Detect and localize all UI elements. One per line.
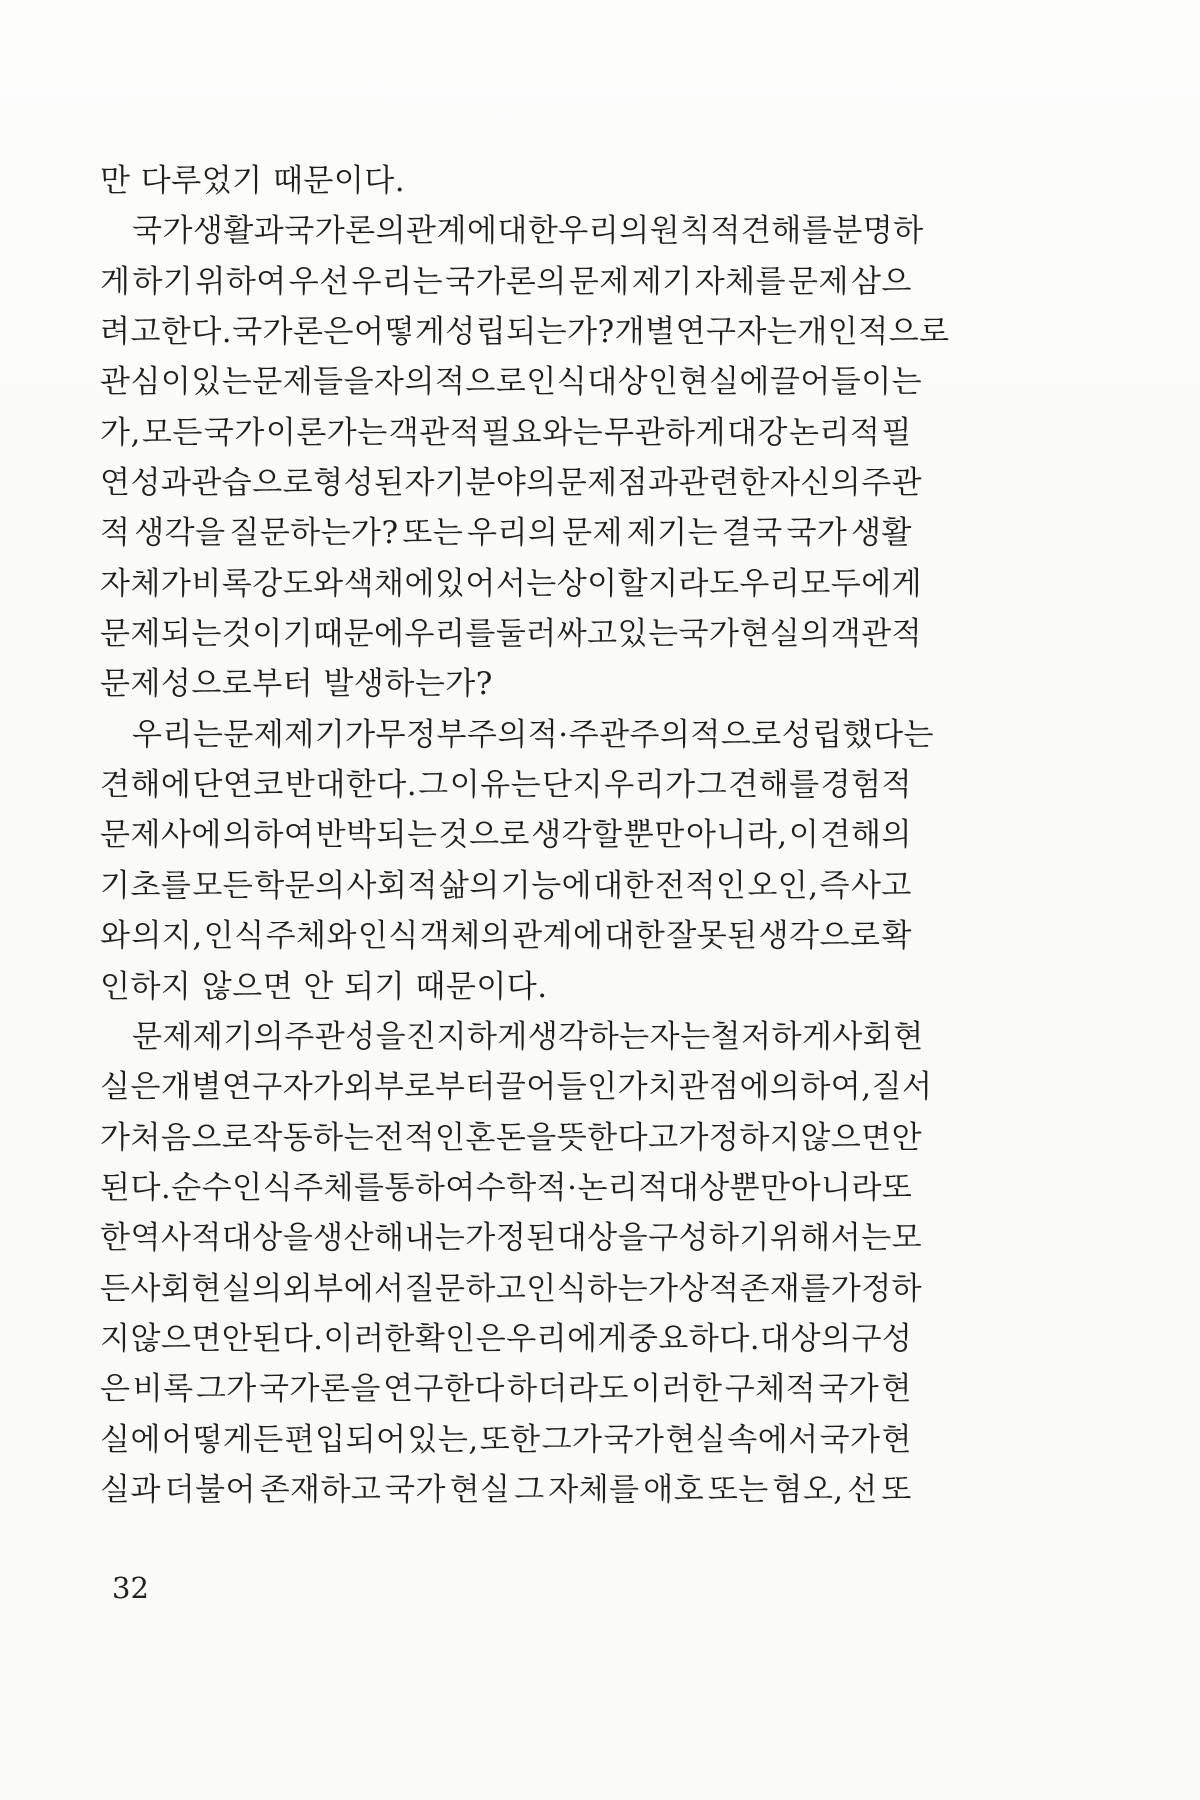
text-line: 연성과 관습으로 형성된 자기 분야의 문제점과 관련한 자신의 주관 bbox=[100, 465, 923, 502]
text-line: 문제되는 것이기 때문에 우리를 둘러싸고 있는 국가 현실의 객관적 bbox=[100, 616, 923, 653]
text-block bbox=[100, 156, 950, 1515]
text-line: 실과 더불어 존재하고 국가 현실 그 자체를 애호 또는 혐오, 선 또 bbox=[100, 1471, 912, 1508]
text-line: 한 역사적 대상을 생산해내는 가정된 대상을 구성하기 위해서는 모 bbox=[100, 1220, 923, 1257]
paragraph bbox=[100, 1012, 933, 1515]
text-line: 가, 모든 국가 이론가는 객관적 필요와는 무관하게 대강 논리적 필 bbox=[100, 414, 912, 451]
text-line: 은 비록 그가 국가론을 연구한다 하더라도 이러한 구체적 국가 현 bbox=[100, 1371, 912, 1408]
paragraph bbox=[100, 206, 950, 709]
page-number: 32 bbox=[112, 1571, 149, 1605]
text-line: 문제사에 의하여 반박되는 것으로 생각할 뿐만 아니라, 이 견해의 bbox=[100, 817, 912, 854]
text-line: 지 않으면 안 된다. 이러한 확인은 우리에게 중요하다. 대상의 구성 bbox=[100, 1320, 913, 1357]
text-line: 가 처음으로 작동하는 전적인 혼돈을 뜻한다고 가정하지 않으면 안 bbox=[100, 1119, 923, 1156]
text-line: 국가 생활과 국가론의 관계에 대한 우리의 원칙적 견해를 분명하 bbox=[132, 213, 924, 250]
text-line: 된다. 순수 인식 주체를 통하여 수학적·논리적 대상뿐만 아니라 또 bbox=[100, 1169, 913, 1206]
paragraph bbox=[100, 710, 934, 1012]
text-line: 적 생각을 질문하는가? 또는 우리의 문제 제기는 결국 국가 생활 bbox=[100, 515, 912, 552]
text-line: 인하지 않으면 안 되기 때문이다. bbox=[100, 968, 548, 1005]
text-line: 문제성으로부터 발생하는가? bbox=[100, 666, 493, 703]
text-line: 자체가 비록 강도와 색채에 있어서는 상이할지라도 우리 모두에게 bbox=[100, 565, 923, 602]
text-line: 실은 개별 연구자가 외부로부터 끌어들인 가치 관점에 의하여, 질서 bbox=[100, 1069, 933, 1106]
text-line: 와 의지, 인식 주체와 인식 객체의 관계에 대한 잘못된 생각으로 확 bbox=[100, 918, 912, 955]
paragraph bbox=[100, 156, 912, 206]
text-line: 우리는 문제 제기가 무정부주의적·주관주의적으로 성립했다는 bbox=[132, 716, 934, 753]
text-line: 려고 한다. 국가론은 어떻게 성립되는가? 개별 연구자는 개인적으로 bbox=[100, 314, 950, 351]
text-line: 견해에 단연코 반대한다. 그 이유는 단지 우리가 그 견해를 경험적 bbox=[100, 767, 912, 804]
text-line: 든 사회 현실의 외부에서 질문하고 인식하는 가상적 존재를 가정하 bbox=[100, 1270, 923, 1307]
text-line: 만 다루었기 때문이다. bbox=[100, 163, 406, 199]
text-line: 실에 어떻게든 편입되어 있는, 또한 그가 국가 현실 속에서 국가 현 bbox=[100, 1421, 912, 1458]
text-line: 문제 제기의 주관성을 진지하게 생각하는 자는 철저하게 사회 현 bbox=[132, 1018, 924, 1055]
text-line: 게 하기 위하여 우선 우리는 국가론의 문제 제기 자체를 문제 삼으 bbox=[100, 263, 912, 300]
text-line: 관심이 있는 문제들을 자의적으로 인식 대상인 현실에 끌어들이는 bbox=[100, 364, 923, 401]
text-line: 기초를 모든 학문의 사회적 삶의 기능에 대한 전적인 오인, 즉 사고 bbox=[100, 867, 912, 904]
